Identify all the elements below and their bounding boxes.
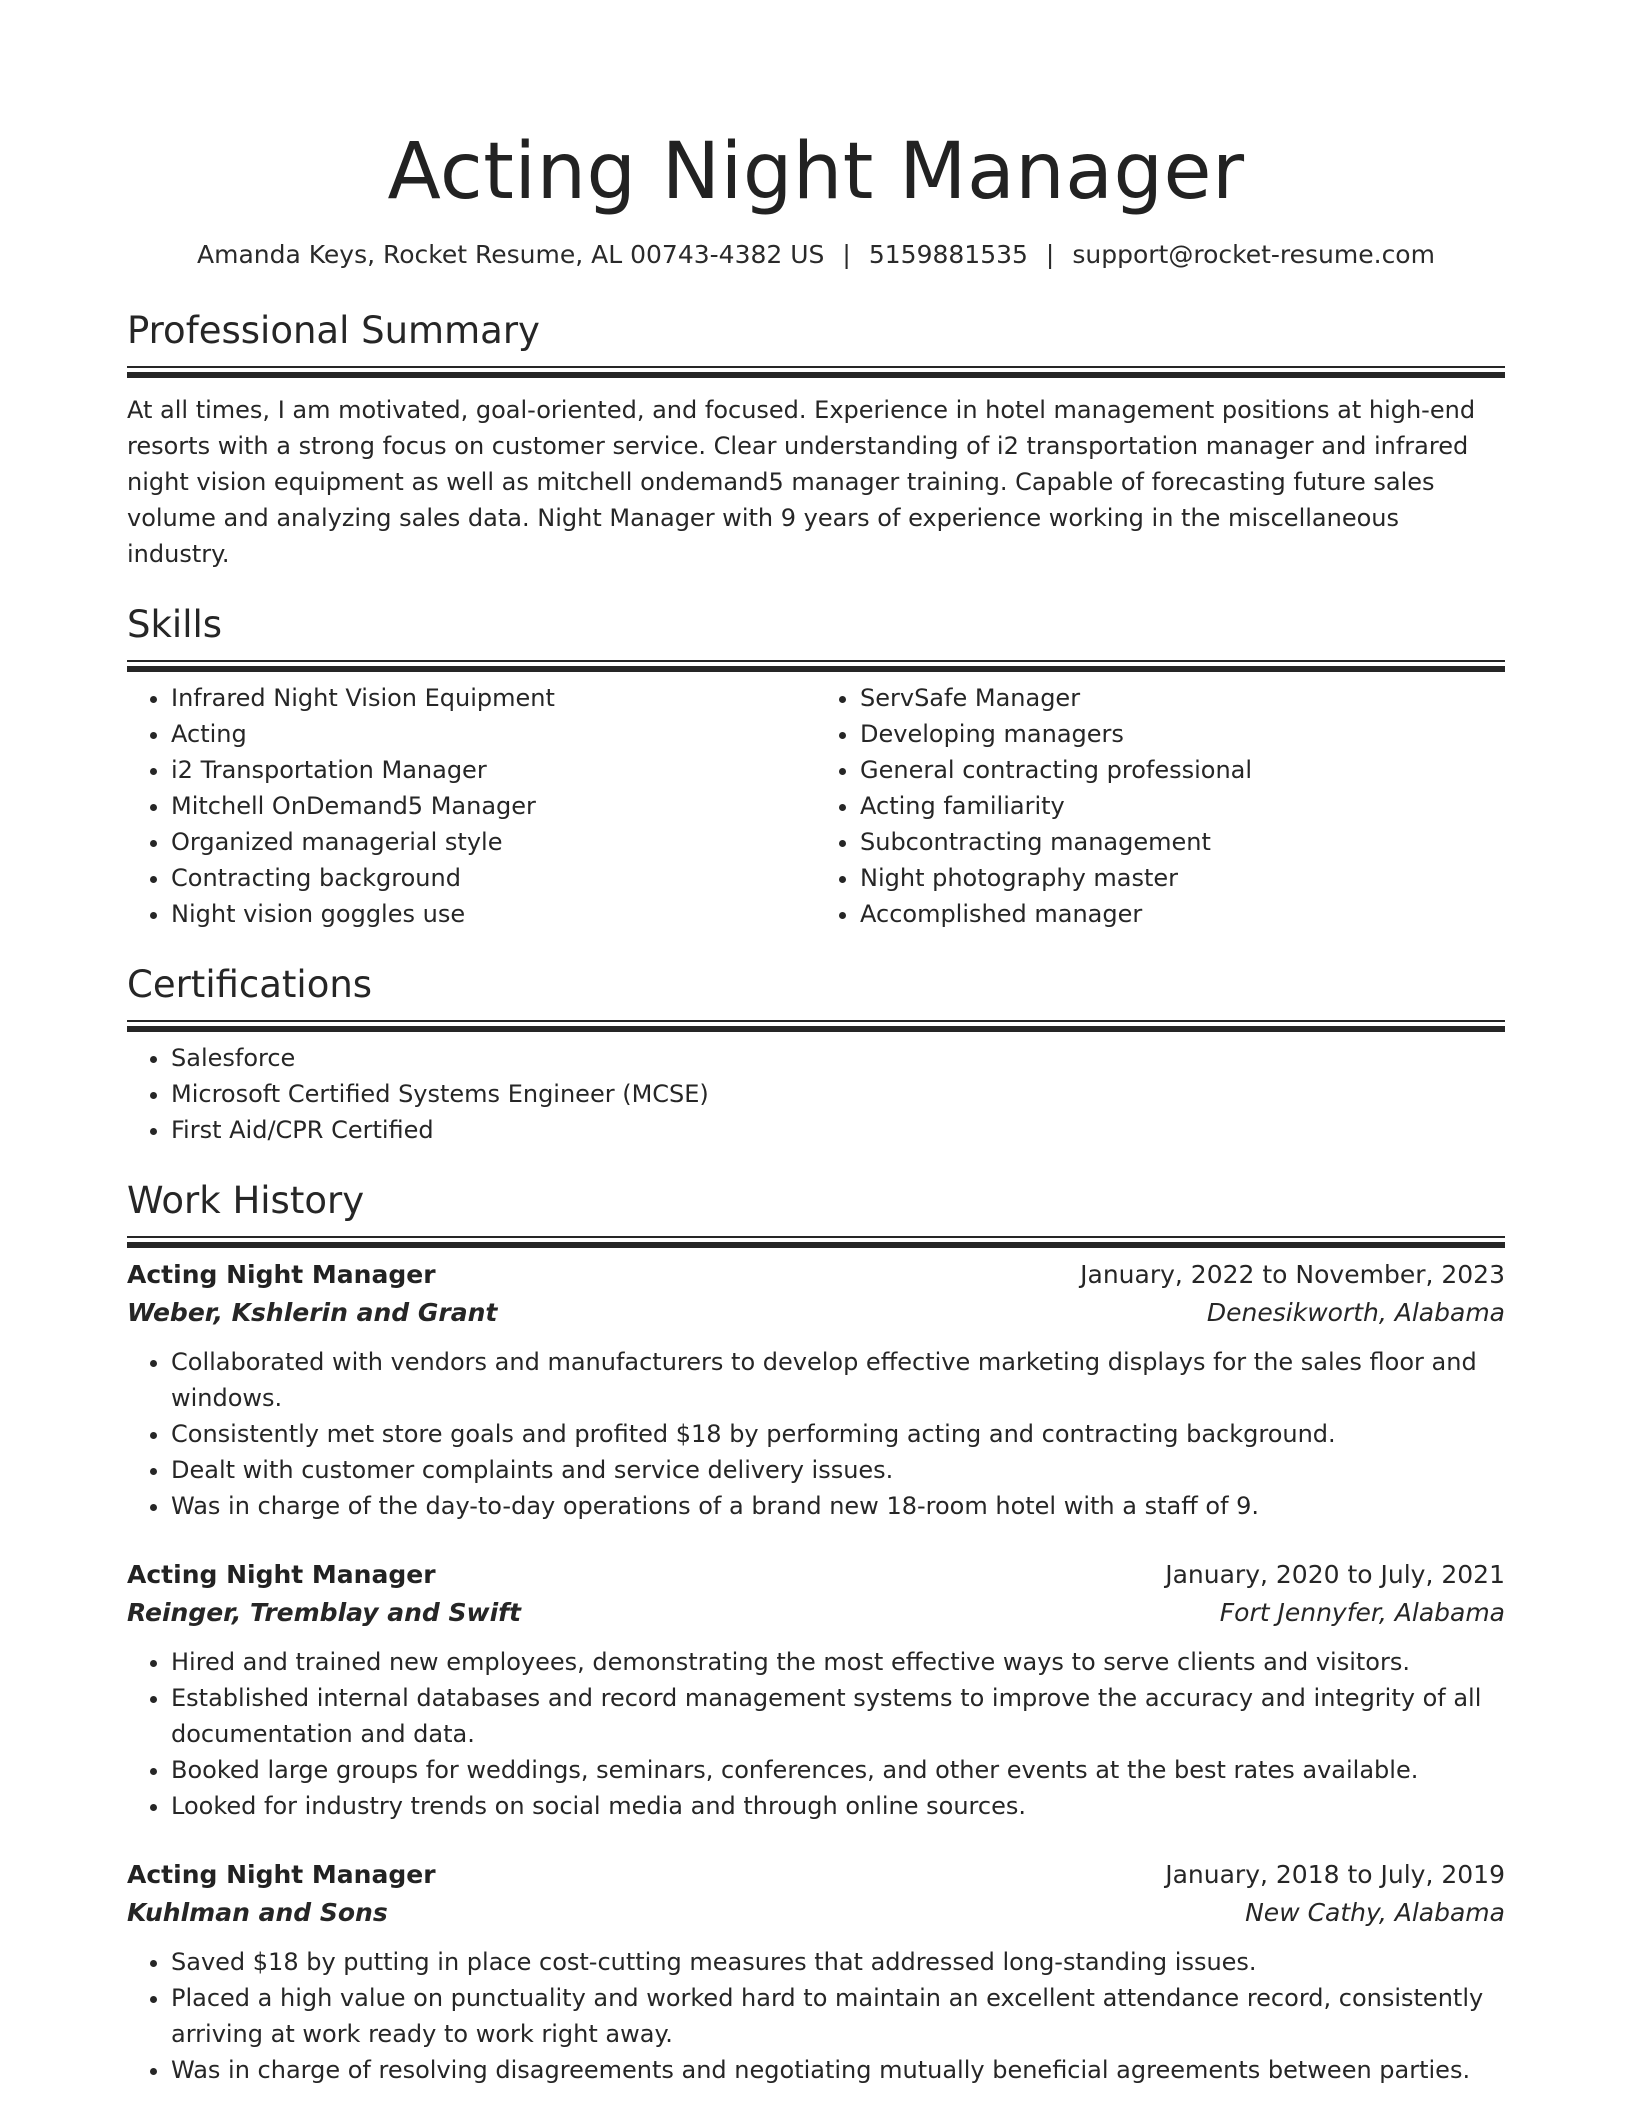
section-divider	[127, 1020, 1505, 1026]
job-bullet: • Established internal databases and record management systems to improve the accuracy and integrity of all documentation and data.	[171, 1680, 1505, 1752]
skill-item: • Accomplished manager	[860, 896, 1505, 932]
skill-item: • Developing managers	[860, 716, 1505, 752]
skill-item: • Infrared Night Vision Equipment	[171, 680, 816, 716]
job-bullets	[127, 1644, 1505, 1824]
summary-heading: Professional Summary	[127, 309, 540, 352]
work-history-section	[127, 1178, 1505, 2088]
job-bullet: • Looked for industry trends on social media and through online sources.	[171, 1788, 1505, 1824]
job-bullet: • Placed a high value on punctuality and worked hard to maintain an excellent attendance record, consistently arriving at work ready to work right away.	[171, 1980, 1505, 2052]
contact-email: support@rocket-resume.com	[1072, 240, 1435, 269]
contact-line	[127, 238, 1505, 272]
job-company: Reinger, Tremblay and Swift	[127, 1598, 522, 1627]
certification-item: • Salesforce	[171, 1040, 1505, 1076]
skill-item: • i2 Transportation Manager	[171, 752, 816, 788]
job-subheader-row	[127, 1894, 1505, 1932]
skills-list-left	[127, 680, 816, 932]
certifications-heading: Certifications	[127, 963, 373, 1006]
contact-address: Amanda Keys, Rocket Resume, AL 00743-4382 US	[197, 240, 825, 269]
skill-item: • Organized managerial style	[171, 824, 816, 860]
skill-item: • Contracting background	[171, 860, 816, 896]
skills-list-right	[816, 680, 1505, 932]
job-bullet: • Hired and trained new employees, demonstrating the most effective ways to serve clients and visitors.	[171, 1644, 1505, 1680]
job-bullets	[127, 1344, 1505, 1524]
contact-phone: 5159881535	[868, 240, 1028, 269]
certifications-section	[127, 962, 1505, 1148]
certifications-list	[127, 1040, 1505, 1148]
job-entry	[127, 1556, 1505, 1824]
job-dates: January, 2020 to July, 2021	[1165, 1560, 1505, 1589]
job-location: Denesikworth, Alabama	[1206, 1298, 1505, 1327]
summary-text: At all times, I am motivated, goal-oriented, and focused. Experience in hotel management positions at high-end resorts with a strong focus on customer service. Clear understanding of i2 transportation manager and infrared night vision equipment as well as mitchell ondemand5 manager training. Capable of forecasting future sales volume and analyzing sales data. Night Manager with 9 years of experience working in the miscellaneous industry.	[127, 396, 1476, 568]
section-divider	[127, 366, 1505, 372]
job-title: Acting Night Manager	[127, 1560, 436, 1589]
job-dates: January, 2018 to July, 2019	[1165, 1860, 1505, 1889]
skills-section	[127, 602, 1505, 932]
job-header-row	[127, 1256, 1505, 1294]
job-header-row	[127, 1556, 1505, 1594]
section-divider	[127, 1236, 1505, 1242]
skill-item: • Night photography master	[860, 860, 1505, 896]
contact-separator: |	[1045, 240, 1055, 269]
job-title: Acting Night Manager	[127, 1260, 436, 1289]
skill-item: • Subcontracting management	[860, 824, 1505, 860]
section-divider	[127, 660, 1505, 666]
job-bullets	[127, 1944, 1505, 2088]
job-bullet: • Booked large groups for weddings, seminars, conferences, and other events at the best rates available.	[171, 1752, 1505, 1788]
job-bullet: • Saved $18 by putting in place cost-cutting measures that addressed long-standing issues.	[171, 1944, 1505, 1980]
job-location: Fort Jennyfer, Alabama	[1219, 1598, 1505, 1627]
summary-section	[127, 308, 1505, 572]
job-subheader-row	[127, 1294, 1505, 1332]
job-dates: January, 2022 to November, 2023	[1080, 1260, 1505, 1289]
certification-item: • Microsoft Certified Systems Engineer (MCSE)	[171, 1076, 1505, 1112]
job-company: Weber, Kshlerin and Grant	[127, 1298, 498, 1327]
certification-item: • First Aid/CPR Certified	[171, 1112, 1505, 1148]
job-title: Acting Night Manager	[127, 1860, 436, 1889]
page-title: Acting Night Manager	[387, 127, 1245, 217]
job-header-row	[127, 1856, 1505, 1894]
job-subheader-row	[127, 1594, 1505, 1632]
skill-item: • ServSafe Manager	[860, 680, 1505, 716]
job-bullet: • Collaborated with vendors and manufacturers to develop effective marketing displays for the sales floor and windows.	[171, 1344, 1505, 1416]
job-bullet: • Dealt with customer complaints and service delivery issues.	[171, 1452, 1505, 1488]
contact-separator: |	[842, 240, 851, 269]
job-bullet: • Was in charge of resolving disagreements and negotiating mutually beneficial agreements between parties.	[171, 2052, 1505, 2088]
job-company: Kuhlman and Sons	[127, 1898, 388, 1927]
job-bullet: • Was in charge of the day-to-day operations of a brand new 18-room hotel with a staff of 9.	[171, 1488, 1505, 1524]
skill-item: • Mitchell OnDemand5 Manager	[171, 788, 816, 824]
skill-item: • Night vision goggles use	[171, 896, 816, 932]
job-entry	[127, 1856, 1505, 2088]
skills-heading: Skills	[127, 603, 223, 646]
work-history-heading: Work History	[127, 1179, 365, 1222]
skill-item: • General contracting professional	[860, 752, 1505, 788]
skills-grid	[127, 680, 1505, 932]
job-location: New Cathy, Alabama	[1245, 1898, 1505, 1927]
job-entry	[127, 1256, 1505, 1524]
job-bullet: • Consistently met store goals and profited $18 by performing acting and contracting background.	[171, 1416, 1505, 1452]
skill-item: • Acting familiarity	[860, 788, 1505, 824]
skill-item: • Acting	[171, 716, 816, 752]
